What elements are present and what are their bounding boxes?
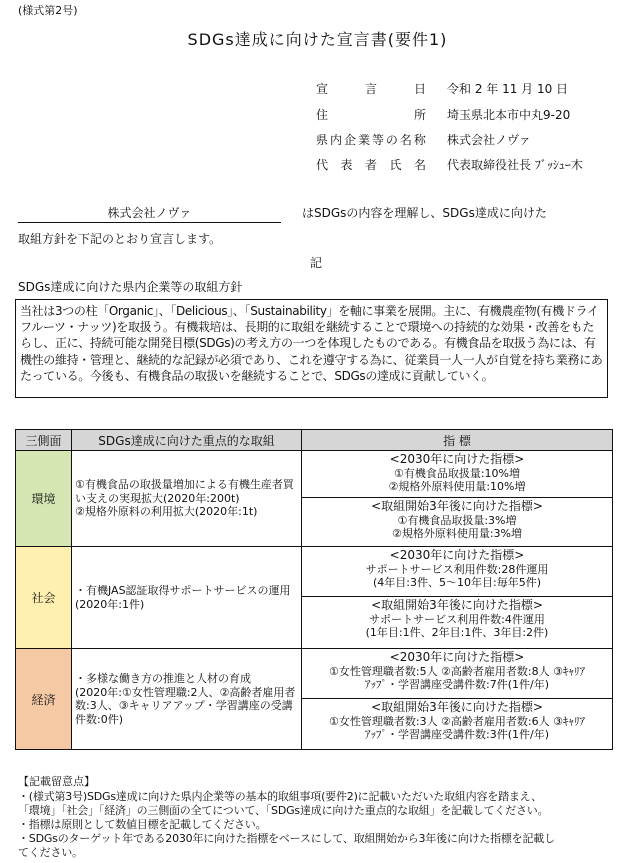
indicator-line: サポートサービス利用件数:28件運用 <box>365 563 549 576</box>
indicator-line: ｱｯﾌﾟ・学習講座受講件数:7件(1件/年) <box>365 678 549 691</box>
focus-line: (2020年:1件) <box>75 597 145 611</box>
label-char: 日 <box>413 82 426 96</box>
indicator-line: ①女性管理職者数:5人 ②高齢者雇用者数:8人 ③ｷｬﾘｱ <box>329 665 585 678</box>
table-row <box>16 547 613 649</box>
label-char: 氏 <box>389 158 402 172</box>
focus-cell <box>72 451 302 547</box>
table-header-row <box>16 430 613 451</box>
pillar-environment: 環境 <box>16 451 72 547</box>
label-char: 代 <box>316 158 329 172</box>
indicator-2030 <box>302 649 612 699</box>
indicator-line: ①女性管理職者数:3人 ②高齢者雇用者数:6人 ③ｷｬﾘｱ <box>329 715 585 728</box>
focus-line: ①有機食品の取扱量増加による有機生産者買い支えの実現拡大(2020年:200t) <box>75 478 294 505</box>
indicator-line: ①有機食品取扱量:3%増 <box>397 514 517 527</box>
indicator-cell <box>302 649 613 750</box>
address-value: 埼玉県北本市中丸9-20 <box>447 108 571 122</box>
indicator-3year <box>302 597 612 641</box>
note-line: ・SDGsのターゲット年である2030年に向けた指標をベースにして、取組開始から3年後に向けた指標を記載し <box>18 832 555 845</box>
indicator-3year <box>302 498 612 542</box>
company-value: 株式会社ノヴァ <box>447 133 531 147</box>
indicator-2030-title: <2030年に向けた指標> <box>389 650 525 664</box>
focus-line: (2020年:①女性管理職:2人、②高齢者雇用者数:3人、③キャリアアップ・学習講座の受講件数:0件) <box>75 685 296 726</box>
company-label <box>316 131 426 148</box>
declaration-line-1: はSDGsの内容を理解し、SDGs達成に向けた <box>302 206 547 220</box>
label-char: 業 <box>357 133 370 147</box>
indicator-line: ｱｯﾌﾟ・学習講座受講件数:3件(1件/年) <box>365 728 549 741</box>
table-row <box>16 649 613 750</box>
note-line: ・(様式第3号)SDGs達成に向けた県内企業等の基本的取組事項(要件2)に記載いただいた取組内容を踏まえ、 <box>18 790 542 803</box>
indicator-3year <box>302 699 612 743</box>
indicator-3year-title: <取組開始3年後に向けた指標> <box>371 499 543 513</box>
indicator-line: (1年目:1件、2年目:1件、3年目:2件) <box>365 626 549 639</box>
header-focus: SDGs達成に向けた重点的な取組 <box>72 430 302 451</box>
focus-line: ・多様な働き方の推進と人材の育成 <box>75 672 251 685</box>
label-char: 県 <box>316 133 329 147</box>
form-number: (様式第2号) <box>18 4 78 17</box>
indicator-2030 <box>302 451 612 498</box>
label-char: 等 <box>371 133 384 147</box>
label-char: の <box>385 133 398 147</box>
indicator-line: ①有機食品取扱量:10%増 <box>393 467 521 480</box>
notes-title: 【記載留意点】 <box>18 775 95 788</box>
label-char: 称 <box>413 133 426 147</box>
indicator-line: ②規格外原料使用量:3%増 <box>391 527 523 540</box>
policy-heading: SDGs達成に向けた県内企業等の取組方針 <box>18 280 243 294</box>
indicator-3year-title: <取組開始3年後に向けた指標> <box>371 700 543 714</box>
label-char: 言 <box>364 82 377 96</box>
indicator-2030-title: <2030年に向けた指標> <box>389 452 525 466</box>
label-char: 所 <box>413 108 426 122</box>
note-line: てください。 <box>18 846 83 859</box>
label-char: 名 <box>399 133 412 147</box>
pillar-economy: 経済 <box>16 649 72 750</box>
policy-text-box: 当社は3つの柱「Organic」、「Delicious」、「Sustainability」を軸に事業を展開。主に、有機農産物(有機ドライフルーツ・ナッツ)を取扱う。有機栽培は、長期的に取組を継続することで環境への持続的な効果・改善をもたらし、正に、持続可能な開発目標(SDGs)の考え方の一つを体現したものである。有機食品を取扱う為には、有機性の維持・管理と、継続的な記録が必須であり、これを遵守する為に、従業員一人一人が自覚を持ち業務にあたっている。今後も、有機食品の取扱いを継続することで、SDGsの達成に貢献していく。 <box>15 299 608 398</box>
indicator-3year-title: <取組開始3年後に向けた指標> <box>371 598 543 612</box>
focus-cell <box>72 649 302 750</box>
indicator-cell <box>302 547 613 649</box>
indicator-cell <box>302 451 613 547</box>
indicator-line: ②規格外原料使用量:10%増 <box>388 480 526 493</box>
header-indicator: 指 標 <box>302 430 613 451</box>
pillar-society: 社会 <box>16 547 72 649</box>
table-row <box>16 451 613 547</box>
label-char: 宣 <box>316 82 329 96</box>
label-char: 表 <box>340 158 353 172</box>
label-char: 名 <box>413 158 426 172</box>
date-label <box>316 80 426 97</box>
declaration-line-2: 取組方針を下記のとおり宣言します。 <box>18 232 222 246</box>
declaration-company-name: 株式会社ノヴァ <box>18 206 281 223</box>
address-label <box>316 106 426 123</box>
pillars-table <box>15 429 613 750</box>
indicator-line: (4年目:3件、5～10年目:毎年5件) <box>373 576 541 589</box>
date-value: 令和 2 年 11 月 10 日 <box>447 82 569 96</box>
label-char: 住 <box>316 108 329 122</box>
document-title: SDGs達成に向けた宣言書(要件1) <box>187 30 448 49</box>
note-line: 「環境」「社会」「経済」の三側面の全てについて、「SDGs達成に向けた重点的な取組」を記載してください。 <box>18 804 549 817</box>
representative-label <box>316 156 426 173</box>
focus-cell <box>72 547 302 649</box>
indicator-2030-title: <2030年に向けた指標> <box>389 548 525 562</box>
label-char: 者 <box>364 158 377 172</box>
indicator-line: サポートサービス利用件数:4件運用 <box>369 613 545 626</box>
header-pillar: 三側面 <box>16 430 72 451</box>
ki-mark: 記 <box>310 256 323 270</box>
note-line: ・指標は原則として数値目標を記載してください。 <box>18 818 267 831</box>
focus-line: ②規格外原料の利用拡大(2020年:1t) <box>75 505 258 519</box>
indicator-2030 <box>302 547 612 597</box>
representative-value: 代表取締役社長 ﾌﾞｯｼｭｰ木 <box>447 158 583 172</box>
focus-line: ・有機JAS認証取得サポートサービスの運用 <box>75 584 291 597</box>
label-char: 内 <box>329 133 342 147</box>
label-char: 企 <box>343 133 356 147</box>
